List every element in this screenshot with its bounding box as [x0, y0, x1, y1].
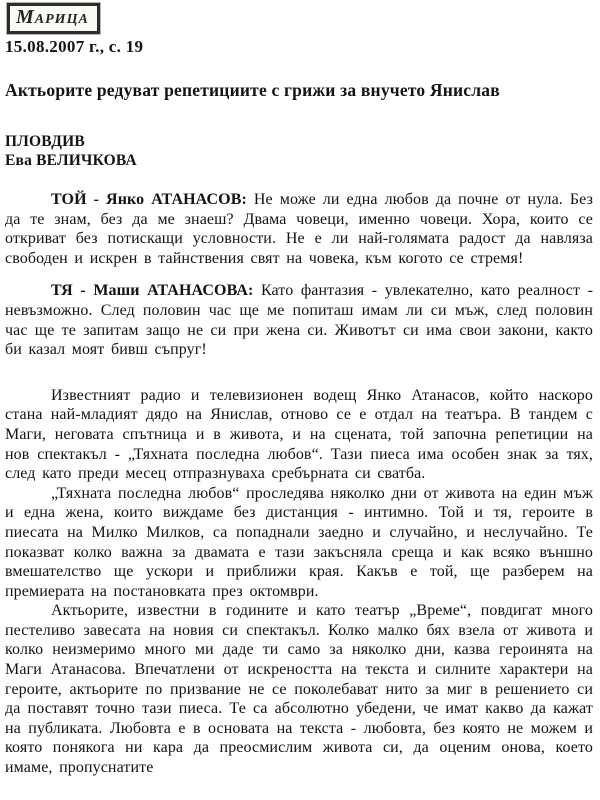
paragraph-actors	[5, 601, 593, 777]
paragraph-he-lead: ТОЙ - Янко АТАНАСОВ:	[51, 191, 247, 208]
byline-author: Ева ВЕЛИЧКОВА	[5, 152, 137, 169]
paragraph-she-lead: ТЯ - Маши АТАНАСОВА:	[51, 282, 254, 300]
byline-city: ПЛОВДИВ	[5, 133, 85, 150]
paragraph-play	[5, 484, 593, 602]
paragraph-actors-text: Актьорите, известни в годините и като театър „Време“, повдигат много пестеливо завесата на новия си спектакъл. Колко малко бях взела от живота и колко неизмеримо много ми даде ти само за няколко дни, казва героинята на Маги Атанасова. Впечатлени от искреността на текста и силните характери на героите, актьорите по призвание не се поколебават нито за миг в решението си да поставят точно тази пиеса. Те са абсолютно убедени, че имат какво да кажат на публиката. Любовта е в основата на текста - любовта, без която не можем и която понякога ни кара да преосмислим живота си, да оценим онова, което имаме, пропуснатите	[5, 602, 593, 777]
paragraph-intro	[5, 386, 593, 484]
byline	[5, 132, 593, 170]
paragraph-he-text: Не може ли една любов да почне от нула. Без да те знам, без да ме знаеш? Двама човеци, именно човеци. Хора, които се откриват без потискащи условности. Не е ли най-голямата радост да навляза свободен и искрен в тайнствения свят на човека, към когото се стремя!	[5, 191, 593, 267]
date-page-line: 15.08.2007 г., с. 19	[5, 37, 144, 56]
paragraph-she-text: Като фантазия - увлекателно, като реалност - невъзможно. След половин час ще ме попиташ имам ли си мъж, след половин час ще те запитам защо не си при жена си. Животът си има свои закони, както би казал моят бивш съпруг!	[5, 282, 593, 359]
paragraph-play-text: „Тяхната последна любов“ проследява няколко дни от живота на един мъж и една жена, които виждаме без дистанция - интимно. Той и тя, героите в пиесата на Милко Милков, са попаднали заедно и случайно, и неслучайно. Те показват колко важна за двамата е тази закъсняла среща и как всяко външно вмешателство ще ускори и приближи края. Какъв е той, ще разберем на премиерата на постановката през октомври.	[5, 484, 593, 600]
masthead	[5, 0, 593, 57]
paragraph-she	[5, 281, 593, 359]
paragraph-intro-text: Известният радио и телевизионен водещ Янко Атанасов, който наскоро стана най-младият дядо на Янислав, отново се е отдал на театъра. В тандем с Маги, неговата спътница и в живота, и на сцената, той започна репетиции на нов спектакъл - „Тяхната последна любов“. Тази пиеса има особен знак за тях, след като преди месец отпразнуваха сребърната си сватба.	[5, 386, 593, 483]
newspaper-logo: Марица	[7, 3, 100, 34]
paragraph-he	[5, 190, 593, 268]
article-headline: Актьорите редуват репетициите с грижи за внучето Янислав	[5, 80, 500, 100]
